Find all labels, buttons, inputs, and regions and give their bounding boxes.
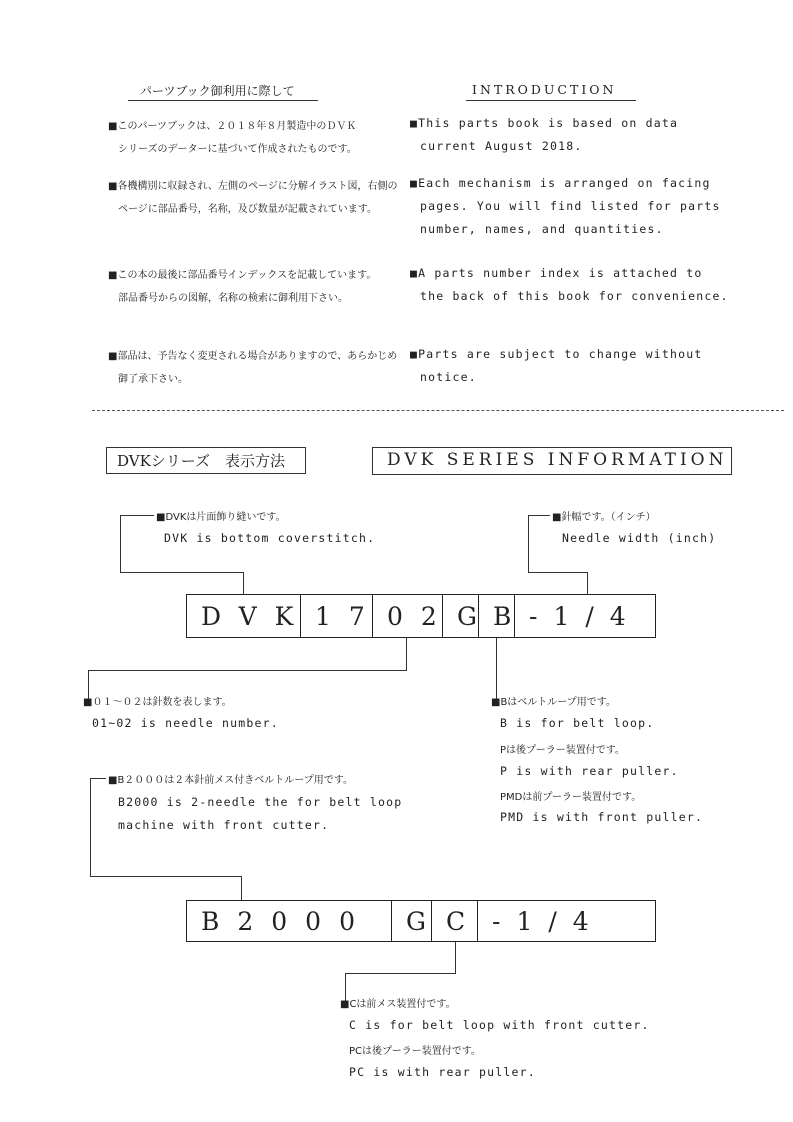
dvk-leader-top [120, 515, 154, 516]
model-dvk-cell-g: G [442, 595, 478, 637]
section-divider [92, 410, 784, 411]
dvk-leader-drop [243, 572, 244, 594]
cutter-note-line-2: C is for belt loop with front cutter. [349, 1018, 650, 1032]
intro-jp-heading: パーツブック御利用に際して [140, 84, 295, 98]
dvk-note-jp: ■DVKは片面飾り縫いです。 [156, 512, 286, 523]
intro-item-2-en-line-3: number, names, and quantities. [420, 222, 664, 236]
belt-loop-note-line-4: P is with rear puller. [500, 764, 679, 778]
intro-item-3-en-line-2: the back of this book for convenience. [420, 289, 729, 303]
model-b2000-cell-g: G [391, 901, 431, 941]
intro-item-3-jp-line-2: 部品番号からの図解，名称の検索に御利用下さい。 [118, 293, 348, 304]
intro-item-4-en-line-1: ■Parts are subject to change without [410, 347, 703, 361]
intro-en-heading: INTRODUCTION [472, 82, 617, 97]
dvk-leader-bottom [120, 572, 244, 573]
cutter-note-line-4: PC is with rear puller. [349, 1065, 536, 1079]
model-dvk-cell-type: B [478, 595, 514, 637]
intro-item-2-en-line-2: pages. You will find listed for parts [420, 199, 721, 213]
intro-item-1-jp-line-1: ■このパーツブックは、２０１８年８月製造中のＤＶＫ [108, 121, 357, 132]
intro-item-1-en-line-1: ■This parts book is based on data [410, 116, 679, 130]
width-leader-top [528, 515, 550, 516]
intro-item-2-jp-line-2: ページに部品番号，名称，及び数量が記載されています。 [118, 204, 377, 215]
needles-leader-horizontal [88, 670, 407, 671]
model-code-b2000 [186, 900, 656, 942]
intro-item-2-jp-line-1: ■各機構別に収録され、左側のページに分解イラスト図，右側の [108, 181, 398, 192]
b2000-leader-bottom [90, 876, 242, 877]
b2000-note-en-line-1: B2000 is 2-needle the for belt loop [118, 795, 403, 809]
cutter-leader-horizontal [345, 973, 456, 974]
dvk-leader-left [120, 515, 121, 572]
intro-en-heading-underline [466, 100, 636, 101]
b2000-leader-top [90, 778, 106, 779]
b2000-leader-left [90, 778, 91, 876]
model-code-dvk [186, 594, 656, 638]
intro-item-2-en-line-1: ■Each mechanism is arranged on facing [410, 176, 711, 190]
belt-loop-note-line-2: B is for belt loop. [500, 716, 655, 730]
cutter-note-line-1: ■Cは前メス装置付です。 [340, 999, 456, 1010]
intro-item-1-en-line-2: current August 2018. [420, 139, 583, 153]
width-note-en: Needle width (inch) [562, 531, 717, 545]
needles-note-en: 01~02 is needle number. [92, 716, 279, 730]
intro-item-4-en-line-2: notice. [420, 370, 477, 384]
model-dvk-cell-width: -1/4 [514, 595, 654, 637]
intro-item-3-en-line-1: ■A parts number index is attached to [410, 266, 703, 280]
intro-item-4-jp-line-1: ■部品は、予告なく変更される場合がありますので、あらかじめ [108, 351, 398, 362]
width-note-jp: ■針幅です。（インチ） [552, 512, 656, 523]
model-b2000-cell-width: -1/4 [477, 901, 654, 941]
needles-note-jp: ■０１～０２は針数を表します。 [83, 697, 232, 708]
needles-leader-drop [406, 638, 407, 670]
belt-loop-leader [496, 638, 497, 700]
belt-loop-note-line-1: ■Bはベルトループ用です。 [491, 697, 617, 708]
cutter-leader-drop [455, 942, 456, 973]
belt-loop-note-line-6: PMD is with front puller. [500, 810, 704, 824]
b2000-note-en-line-2: machine with front cutter. [118, 818, 330, 832]
intro-item-3-jp-line-1: ■この本の最後に部品番号インデックスを記載しています。 [108, 270, 377, 281]
belt-loop-note-line-3: Pは後プーラー装置付です。 [500, 745, 625, 756]
series-jp-title: DVKシリーズ 表示方法 [106, 447, 306, 474]
width-leader-bottom [528, 572, 588, 573]
width-leader-left [528, 515, 529, 572]
model-dvk-cell-size: 17 [300, 595, 372, 637]
b2000-leader-drop [241, 876, 242, 900]
cutter-note-line-3: PCは後プーラー装置付です。 [349, 1046, 481, 1057]
intro-item-4-jp-line-2: 御了承下さい。 [118, 374, 188, 385]
width-leader-drop [587, 572, 588, 594]
intro-jp-heading-underline [128, 100, 318, 101]
series-en-title: DVK SERIES INFORMATION [372, 447, 732, 475]
b2000-note-jp: ■B２０００は２本針前メス付きベルトループ用です。 [108, 775, 354, 786]
model-dvk-cell-series: DVK [201, 601, 312, 631]
model-b2000-cell-type: C [431, 901, 477, 941]
model-b2000-cell-series: B2000 [201, 906, 373, 936]
model-dvk-cell-needles: 02 [372, 595, 442, 637]
belt-loop-note-line-5: PMDは前プーラー装置付です。 [500, 792, 642, 803]
intro-item-1-jp-line-2: シリーズのデーターに基づいて作成されたものです。 [118, 144, 357, 155]
dvk-note-en: DVK is bottom coverstitch. [164, 531, 376, 545]
